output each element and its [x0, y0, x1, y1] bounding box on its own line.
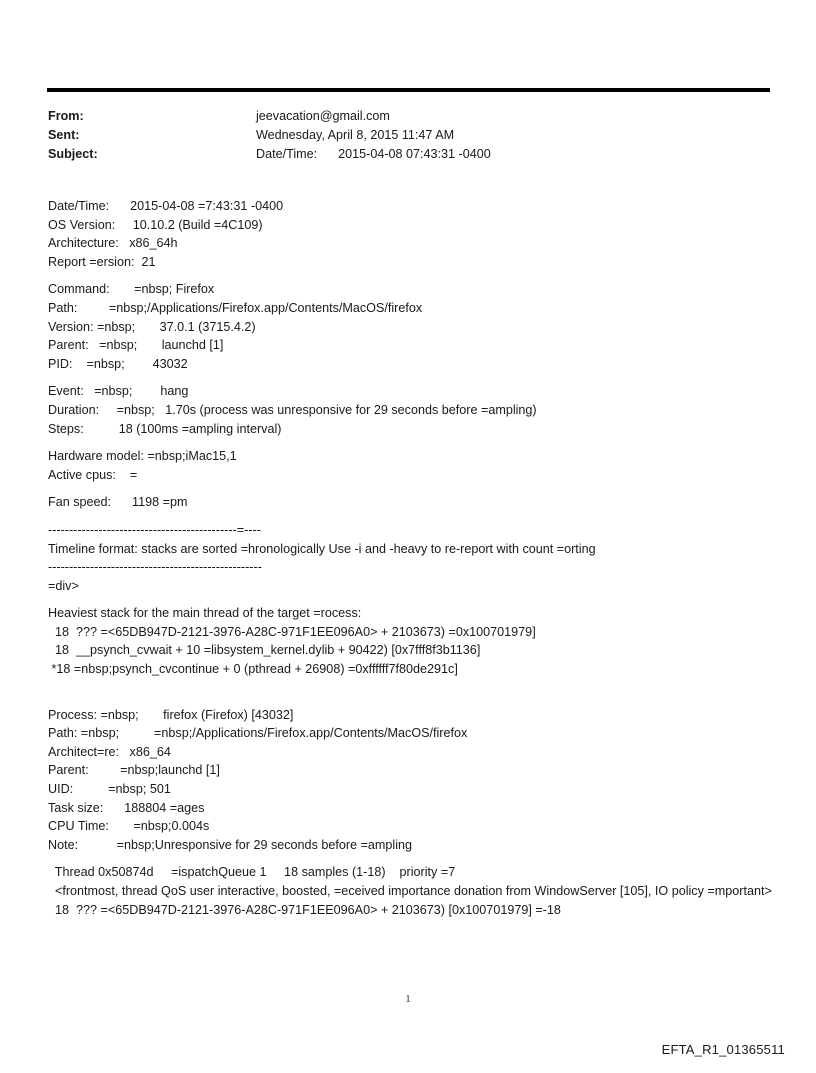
- spacer: [48, 595, 788, 604]
- spacer: [48, 373, 788, 382]
- body-line: OS Version: 10.10.2 (Build =4C109): [48, 217, 263, 232]
- body-line: Thread 0x50874d =ispatchQueue 1 18 samples (1-18) priority =7: [48, 865, 456, 880]
- from-value: jeevacation@gmail.com: [256, 109, 390, 123]
- body-line: Task size: 188804 =ages: [48, 800, 205, 815]
- body-line: 18 __psynch_cvwait + 10 =libsystem_kernel.dylib + 90422) [0x7fff8f3b1136]: [48, 643, 481, 658]
- body-line: *18 =nbsp;psynch_cvcontinue + 0 (pthread + 26908) =0xffffff7f80de291c]: [48, 662, 458, 677]
- from-label: From:: [48, 109, 84, 123]
- subject-label: Subject:: [48, 147, 98, 161]
- body-line: 18 ??? =<65DB947D-2121-3976-A28C-971F1EE096A0> + 2103673) [0x100701979] =-18: [48, 902, 561, 917]
- body-line: =div>: [48, 578, 79, 593]
- body-line: Heaviest stack for the main thread of the target =rocess:: [48, 606, 362, 621]
- spacer: [48, 679, 788, 697]
- body-line: Hardware model: =nbsp;iMac15,1: [48, 449, 237, 464]
- spacer: [48, 438, 788, 447]
- body-line: ---------------------------------------------------: [48, 560, 262, 575]
- body-line: Path: =nbsp; =nbsp;/Applications/Firefox.app/Contents/MacOS/firefox: [48, 726, 468, 741]
- subject-value: Date/Time: 2015-04-08 07:43:31 -0400: [256, 147, 491, 161]
- spacer: [48, 271, 788, 280]
- body-line: CPU Time: =nbsp;0.004s: [48, 819, 210, 834]
- body-line: Note: =nbsp;Unresponsive for 29 seconds before =ampling: [48, 837, 413, 852]
- body-line: UID: =nbsp; 501: [48, 782, 171, 797]
- body-line: Path: =nbsp;/Applications/Firefox.app/Contents/MacOS/firefox: [48, 300, 423, 315]
- email-body: [48, 197, 788, 919]
- sent-label: Sent:: [48, 128, 80, 142]
- body-line: Parent: =nbsp;launchd [1]: [48, 763, 220, 778]
- page-number: 1: [405, 994, 411, 1005]
- spacer: [48, 697, 788, 706]
- body-line: <frontmost, thread QoS user interactive, boosted, =eceived importance donation from WindowServer [105], IO policy =mportant>: [48, 884, 772, 898]
- body-line: Steps: 18 (100ms =ampling interval): [48, 421, 282, 436]
- body-line: Process: =nbsp; firefox (Firefox) [43032]: [48, 707, 294, 722]
- body-line: Version: =nbsp; 37.0.1 (3715.4.2): [48, 319, 256, 334]
- sent-value: Wednesday, April 8, 2015 11:47 AM: [256, 128, 455, 142]
- body-line: Timeline format: stacks are sorted =hronologically Use -i and -heavy to re-report with count =orting: [48, 541, 596, 556]
- body-line: Architect=re: x86_64: [48, 744, 171, 759]
- spacer: [48, 512, 788, 521]
- body-line: 18 ??? =<65DB947D-2121-3976-A28C-971F1EE096A0> + 2103673) =0x100701979]: [48, 624, 536, 639]
- body-line: Event: =nbsp; hang: [48, 384, 189, 399]
- header-divider: [47, 88, 770, 92]
- document-id: EFTA_R1_01365511: [661, 1042, 785, 1057]
- body-line: Duration: =nbsp; 1.70s (process was unresponsive for 29 seconds before =ampling): [48, 402, 537, 417]
- body-line: Fan speed: 1198 =pm: [48, 495, 188, 510]
- body-line: PID: =nbsp; 43032: [48, 356, 188, 371]
- spacer: [48, 854, 788, 863]
- body-line: Command: =nbsp; Firefox: [48, 282, 215, 297]
- body-line: Report =ersion: 21: [48, 254, 156, 269]
- body-line: Parent: =nbsp; launchd [1]: [48, 338, 224, 353]
- body-line: Architecture: x86_64h: [48, 236, 178, 251]
- body-line: ---------------------------------------------=----: [48, 522, 261, 537]
- body-line: Date/Time: 2015-04-08 =7:43:31 -0400: [48, 199, 284, 213]
- spacer: [48, 484, 788, 493]
- body-line: Active cpus: =: [48, 467, 138, 482]
